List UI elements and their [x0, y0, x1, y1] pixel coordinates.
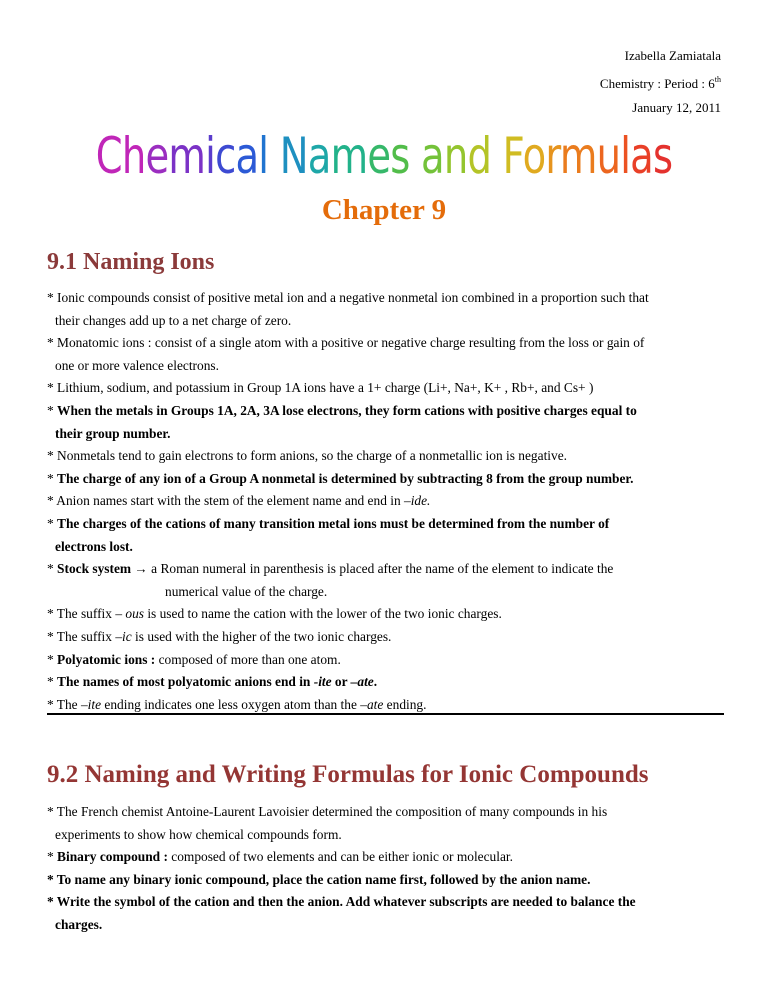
title-letter: l — [258, 127, 269, 185]
title-letter: e — [367, 127, 391, 185]
note-line: one or more valence electrons. — [55, 357, 219, 373]
title-space — [491, 127, 502, 185]
note-line: * When the metals in Groups 1A, 2A, 3A lose electrons, they form cations with positive charges equal to — [47, 402, 637, 418]
title-letter: a — [235, 127, 259, 185]
section-9-2-title: 9.2 Naming and Writing Formulas for Ionic Compounds — [47, 761, 649, 788]
title-letter: h — [121, 127, 146, 185]
title-letter: i — [205, 127, 216, 185]
note-line: * The –ite ending indicates one less oxygen atom than the –ate ending. — [47, 696, 427, 712]
title-letter: a — [630, 127, 653, 185]
chapter-heading: Chapter 9 — [321, 194, 447, 226]
title-letter: N — [279, 127, 308, 185]
title-letter: m — [330, 127, 368, 185]
header-block — [600, 44, 721, 120]
note-line: * Write the symbol of the cation and then the anion. Add whatever subscripts are needed to balance the — [47, 894, 636, 910]
title-letter: l — [620, 127, 631, 185]
document-date: January 12, 2011 — [632, 100, 721, 115]
section-9-1-title: 9.1 Naming Ions — [47, 249, 215, 275]
title-letter: s — [390, 127, 410, 185]
title-letter: m — [168, 127, 206, 185]
note-line: * Stock system → a Roman numeral in parenthesis is placed after the name of the element to indicate the — [47, 561, 614, 577]
document-title — [88, 124, 679, 188]
title-letter: m — [559, 127, 597, 185]
author-name: Izabella Zamiatala — [624, 48, 721, 63]
note-line: their group number. — [55, 425, 171, 441]
title-space — [268, 127, 279, 185]
title-letter: u — [596, 127, 621, 185]
title-letter: a — [421, 127, 444, 185]
title-space — [410, 127, 421, 185]
title-letter: n — [443, 127, 468, 185]
title-letter: C — [95, 127, 122, 185]
section-9-1-notes — [47, 287, 728, 716]
note-line: * The charge of any ion of a Group A nonmetal is determined by subtracting 8 from the group number. — [47, 470, 634, 486]
note-line: * The suffix – ous is used to name the cation with the lower of the two ionic charges. — [47, 606, 502, 622]
title-letter: a — [307, 127, 331, 185]
note-line: * Polyatomic ions : composed of more than one atom. — [47, 651, 341, 667]
title-letter: o — [522, 127, 546, 185]
title-letter: r — [545, 127, 560, 185]
title-letter: d — [467, 127, 492, 185]
title-letter: c — [215, 127, 236, 185]
note-line: * Monatomic ions : consist of a single atom with a positive or negative charge resulting from the loss or gain of — [47, 335, 645, 351]
note-line: * Anion names start with the stem of the element name and end in –ide. — [47, 493, 431, 509]
title-letter: e — [145, 127, 169, 185]
title-letter: F — [502, 127, 523, 185]
note-line: charges. — [55, 916, 103, 932]
note-line: * The charges of the cations of many transition metal ions must be determined from the number of — [47, 515, 610, 531]
note-line: their changes add up to a net charge of zero. — [55, 312, 292, 328]
title-letter: s — [652, 127, 673, 185]
section-9-2-notes — [47, 801, 728, 937]
note-line: * The suffix –ic is used with the higher of the two ionic charges. — [47, 628, 392, 644]
arrow-right-icon: → — [134, 561, 148, 577]
note-line: * Ionic compounds consist of positive metal ion and a negative nonmetal ion combined in a proportion such that — [47, 290, 649, 305]
note-line: experiments to show how chemical compounds form. — [55, 826, 342, 842]
note-line: * Binary compound : composed of two elements and can be either ionic or molecular. — [47, 849, 513, 865]
note-line: electrons lost. — [55, 538, 133, 554]
note-line: * The names of most polyatomic anions end in -ite or –ate. — [47, 674, 378, 690]
section-divider — [47, 713, 724, 715]
note-line: * To name any binary ionic compound, place the cation name first, followed by the anion name. — [47, 871, 591, 887]
course-period: Chemistry : Period : 6th — [599, 75, 721, 91]
note-line: * Lithium, sodium, and potassium in Group 1A ions have a 1+ charge (Li+, Na+, K+ , Rb+, and Cs+ ) — [47, 380, 594, 396]
note-line: numerical value of the charge. — [165, 583, 328, 599]
note-line: * Nonmetals tend to gain electrons to form anions, so the charge of a nonmetallic ion is negative. — [47, 448, 567, 464]
note-line: * The French chemist Antoine-Laurent Lavoisier determined the composition of many compounds in his — [47, 804, 608, 819]
